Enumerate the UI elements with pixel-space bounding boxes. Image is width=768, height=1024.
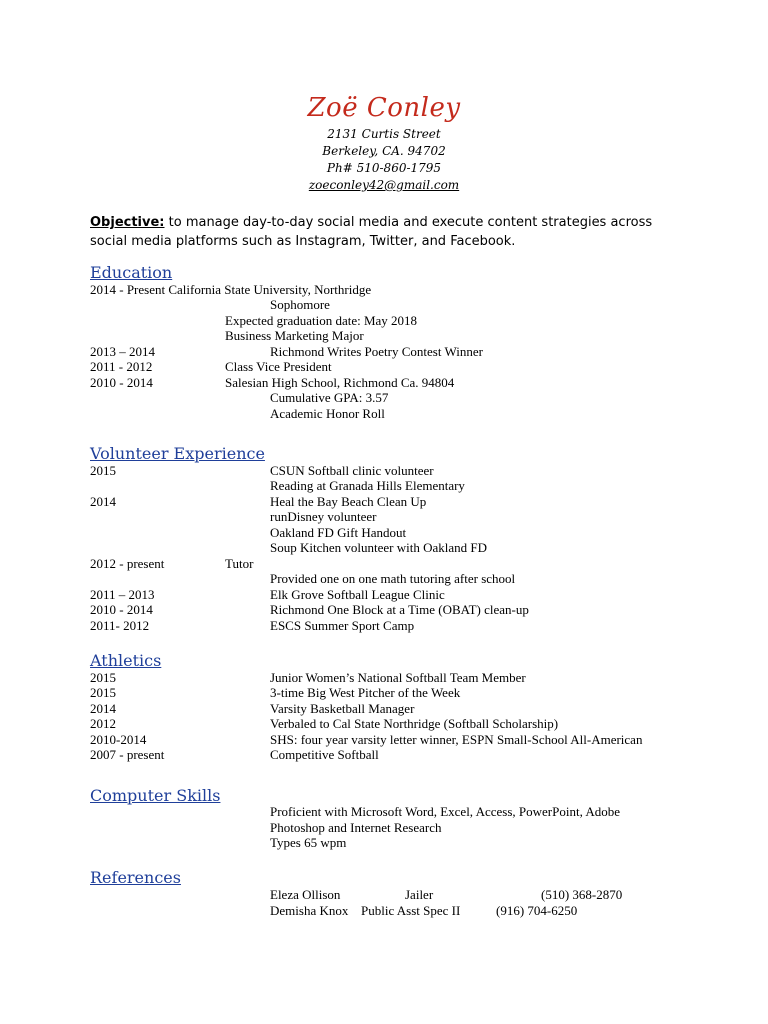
education-row xyxy=(0,282,768,298)
education-major: Business Marketing Major xyxy=(225,328,364,343)
volunteer-year: 2010 - 2014 xyxy=(90,602,153,617)
education-graduation: Expected graduation date: May 2018 xyxy=(225,313,418,328)
volunteer-row xyxy=(0,525,768,541)
athletics-row xyxy=(0,747,768,763)
email-link[interactable]: zoeconley42@gmail.com xyxy=(308,178,460,192)
education-row xyxy=(0,313,768,329)
education-item: Salesian High School, Richmond Ca. 94804 xyxy=(225,375,455,390)
phone-number: Ph# 510-860-1795 xyxy=(326,161,442,175)
objective-text: to manage day-to-day social media and execute content strategies across social media platforms such as Instagram, Twitter, and Facebook. xyxy=(90,215,653,249)
volunteer-year: 2011- 2012 xyxy=(90,618,150,633)
athletics-item: Verbaled to Cal State Northridge (Softball Scholarship) xyxy=(270,716,559,731)
education-year: 2010 - 2014 xyxy=(90,375,153,390)
computer-skills-item: Types 65 wpm xyxy=(270,835,347,850)
volunteer-row xyxy=(0,587,768,603)
education-row xyxy=(0,359,768,375)
volunteer-item: Tutor xyxy=(225,556,254,571)
volunteer-item: Heal the Bay Beach Clean Up xyxy=(270,494,427,509)
volunteer-row xyxy=(0,602,768,618)
athletics-year: 2015 xyxy=(90,670,116,685)
athletics-year: 2014 xyxy=(90,701,116,716)
athletics-heading: Athletics xyxy=(90,651,162,670)
volunteer-item: Soup Kitchen volunteer with Oakland FD xyxy=(270,540,487,555)
volunteer-row xyxy=(0,463,768,479)
computer-skills-row xyxy=(0,835,768,851)
education-gpa: Cumulative GPA: 3.57 xyxy=(270,390,389,405)
objective-paragraph xyxy=(90,213,690,251)
volunteer-item: CSUN Softball clinic volunteer xyxy=(270,463,434,478)
volunteer-heading: Volunteer Experience xyxy=(90,444,265,463)
reference-name: Eleza Ollison xyxy=(270,887,341,902)
reference-phone: (510) 368-2870 xyxy=(541,887,623,902)
education-item: Richmond Writes Poetry Contest Winner xyxy=(270,344,483,359)
education-row xyxy=(0,375,768,391)
volunteer-item: ESCS Summer Sport Camp xyxy=(270,618,415,633)
volunteer-row xyxy=(0,571,768,587)
volunteer-row xyxy=(0,540,768,556)
volunteer-year: 2011 – 2013 xyxy=(90,587,155,602)
volunteer-row xyxy=(0,556,768,572)
education-row xyxy=(0,297,768,313)
athletics-year: 2007 - present xyxy=(90,747,165,762)
athletics-item: 3-time Big West Pitcher of the Week xyxy=(270,685,461,700)
athletics-year: 2012 xyxy=(90,716,116,731)
volunteer-year: 2015 xyxy=(90,463,116,478)
education-year: 2013 – 2014 xyxy=(90,344,155,359)
athletics-row xyxy=(0,701,768,717)
volunteer-item: runDisney volunteer xyxy=(270,509,377,524)
athletics-item: Junior Women’s National Softball Team Member xyxy=(270,670,526,685)
volunteer-item: Provided one on one math tutoring after school xyxy=(270,571,516,586)
athletics-item: SHS: four year varsity letter winner, ESPN Small-School All-American xyxy=(270,732,643,747)
athletics-row xyxy=(0,685,768,701)
reference-row xyxy=(0,903,768,919)
athletics-row xyxy=(0,670,768,686)
street-address: 2131 Curtis Street xyxy=(327,127,441,141)
athletics-item: Varsity Basketball Manager xyxy=(270,701,415,716)
athletics-item: Competitive Softball xyxy=(270,747,379,762)
volunteer-year: 2012 - present xyxy=(90,556,165,571)
computer-skills-item: Photoshop and Internet Research xyxy=(270,820,442,835)
athletics-year: 2010-2014 xyxy=(90,732,147,747)
education-heading: Education xyxy=(90,263,173,282)
reference-row xyxy=(0,887,768,903)
volunteer-row xyxy=(0,478,768,494)
volunteer-row xyxy=(0,494,768,510)
applicant-name: Zoë Conley xyxy=(307,93,461,123)
athletics-row xyxy=(0,716,768,732)
education-class-standing: Sophomore xyxy=(270,297,330,312)
volunteer-row xyxy=(0,618,768,634)
volunteer-year: 2014 xyxy=(90,494,116,509)
education-year: 2011 - 2012 xyxy=(90,359,153,374)
reference-title: Jailer xyxy=(405,887,434,902)
reference-phone: (916) 704-6250 xyxy=(496,903,578,918)
education-row xyxy=(0,328,768,344)
reference-title: Public Asst Spec II xyxy=(361,903,461,918)
education-row xyxy=(0,390,768,406)
education-honor-roll: Academic Honor Roll xyxy=(270,406,385,421)
reference-name: Demisha Knox xyxy=(270,903,349,918)
education-csun: 2014 - Present California State University, Northridge xyxy=(90,282,372,297)
athletics-year: 2015 xyxy=(90,685,116,700)
education-row xyxy=(0,406,768,422)
volunteer-row xyxy=(0,509,768,525)
computer-skills-item: Proficient with Microsoft Word, Excel, Access, PowerPoint, Adobe xyxy=(270,804,621,819)
city-address: Berkeley, CA. 94702 xyxy=(322,144,446,158)
volunteer-item: Reading at Granada Hills Elementary xyxy=(270,478,465,493)
volunteer-item: Oakland FD Gift Handout xyxy=(270,525,407,540)
computer-skills-heading: Computer Skills xyxy=(90,786,221,805)
references-heading: References xyxy=(90,868,181,887)
education-row xyxy=(0,344,768,360)
volunteer-item: Richmond One Block at a Time (OBAT) clean-up xyxy=(270,602,529,617)
athletics-row xyxy=(0,732,768,748)
objective-label: Objective: xyxy=(90,215,165,230)
volunteer-item: Elk Grove Softball League Clinic xyxy=(270,587,445,602)
education-item: Class Vice President xyxy=(225,359,332,374)
computer-skills-row xyxy=(0,820,768,836)
computer-skills-row xyxy=(0,804,768,820)
